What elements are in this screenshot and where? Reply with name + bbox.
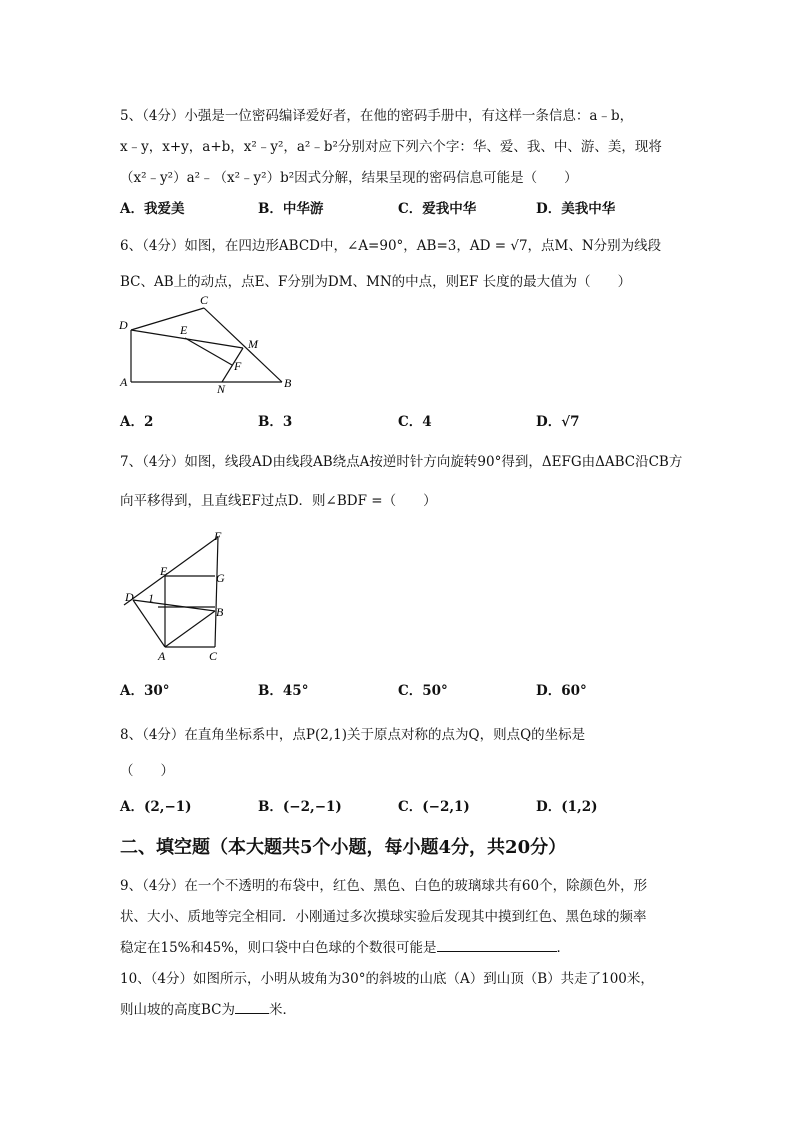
q7-label-c: C	[209, 649, 218, 663]
q6-label-e: E	[180, 323, 188, 337]
q6-label-c: C	[200, 293, 209, 307]
q7-line-1: 7、（4分）如图，线段AD由线段AB绕点A按逆时针方向旋转90°得到，ΔEFG由ΔABC沿CB方	[120, 454, 683, 470]
q5-line-3: （x²﹣y²）a²﹣（x²﹣y²）b²因式分解，结果呈现的密码信息可能是（ ）	[120, 170, 578, 186]
q6-label-n: N	[217, 382, 226, 396]
q6-edge-cb	[204, 308, 282, 382]
q7-line-df	[124, 537, 218, 605]
q7-option-c[interactable]: C．50°	[398, 683, 448, 699]
q8-option-c[interactable]: C．(−2,1)	[398, 799, 470, 815]
q7-option-b[interactable]: B．45°	[258, 683, 309, 699]
q6-edge-dc	[131, 308, 204, 330]
q9-line-1: 9、（4分）在一个不透明的布袋中，红色、黑色、白色的玻璃球共有60个，除颜色外，形	[120, 878, 648, 894]
q5-option-c[interactable]: C．爱我中华	[398, 201, 477, 217]
q8-option-a[interactable]: A．(2,−1)	[120, 799, 192, 815]
q6-option-b[interactable]: B．3	[258, 414, 293, 430]
q7-options	[120, 679, 680, 699]
q5-option-a[interactable]: A．我爱美	[120, 201, 185, 217]
q7-label-d: D	[125, 590, 134, 604]
q5-option-d[interactable]: D．美我中华	[536, 201, 616, 217]
q6-label-a: A	[120, 375, 128, 389]
q7-label-b: B	[216, 605, 224, 619]
q10-line-1: 10、（4分）如图所示，小明从坡角为30°的斜坡的山底（A）到山顶（B）共走了100米，	[120, 971, 654, 987]
q7-label-a: A	[158, 649, 166, 663]
q10-line-2-text: 则山坡的高度BC为	[120, 1002, 236, 1018]
q8-line-1: 8、（4分）在直角坐标系中，点P(2,1)关于原点对称的点为Q，则点Q的坐标是	[120, 727, 586, 743]
q8-options	[120, 795, 680, 815]
q10-line-2	[120, 998, 296, 1018]
q7-figure	[118, 530, 238, 664]
q5-option-b[interactable]: B．中华游	[258, 201, 324, 217]
q7-edge-db	[133, 600, 215, 611]
q7-edge-ab	[165, 611, 215, 647]
q7-option-a[interactable]: A．30°	[120, 683, 170, 699]
q6-label-d: D	[119, 318, 128, 332]
q7-label-angle-1: 1	[148, 591, 154, 605]
q7-label-g: G	[216, 571, 225, 585]
q9-line-3-end: ．	[556, 940, 571, 956]
q8-option-d[interactable]: D．(1,2)	[536, 799, 598, 815]
q8-line-2: （ ）	[120, 763, 174, 779]
q7-edge-fc	[215, 537, 218, 647]
q10-answer-blank[interactable]	[235, 1001, 269, 1014]
q6-line-2: BC、AB上的动点，点E、F分别为DM、MN的中点，则EF 长度的最大值为（ ）	[120, 274, 632, 290]
q9-line-2: 状、大小、质地等完全相同．小刚通过多次摸球实验后发现其中摸到红色、黑色球的频率	[120, 909, 647, 925]
q6-label-m: M	[248, 337, 258, 351]
section-2-heading: 二、填空题（本大题共5个小题，每小题4分，共20分）	[120, 837, 567, 858]
q6-option-d[interactable]: D．√7	[536, 414, 580, 430]
q7-label-f: F	[214, 530, 222, 543]
q7-option-d[interactable]: D．60°	[536, 683, 587, 699]
q6-option-c[interactable]: C．4	[398, 414, 432, 430]
q5-line-2: x﹣y，x+y，a+b，x²﹣y²，a²﹣b²分别对应下列六个字：华、爱、我、中、游、美，现将	[120, 139, 662, 155]
q9-answer-blank[interactable]	[437, 939, 557, 952]
q6-label-b: B	[284, 376, 292, 390]
q6-figure	[112, 292, 302, 396]
q5-options	[120, 197, 680, 217]
q9-line-3-text: 稳定在15%和45%，则口袋中白色球的个数很可能是	[120, 940, 437, 956]
q9-line-3	[120, 936, 570, 956]
q7-line-2: 向平移得到，且直线EF过点D．则∠BDF =（ ）	[120, 493, 437, 509]
q10-line-2-end: 米．	[269, 1002, 297, 1018]
q5-line-1: 5、（4分）小强是一位密码编译爱好者，在他的密码手册中，有这样一条信息：a﹣b，	[120, 108, 634, 124]
q6-line-1: 6、（4分）如图，在四边形ABCD中，∠A=90°，AB=3，AD = √7，点M、N分别为线段	[120, 238, 662, 254]
q8-option-b[interactable]: B．(−2,−1)	[258, 799, 342, 815]
q6-option-a[interactable]: A．2	[120, 414, 154, 430]
q6-label-f: F	[234, 359, 242, 373]
q7-label-e: E	[160, 564, 168, 578]
q6-options	[120, 410, 680, 430]
